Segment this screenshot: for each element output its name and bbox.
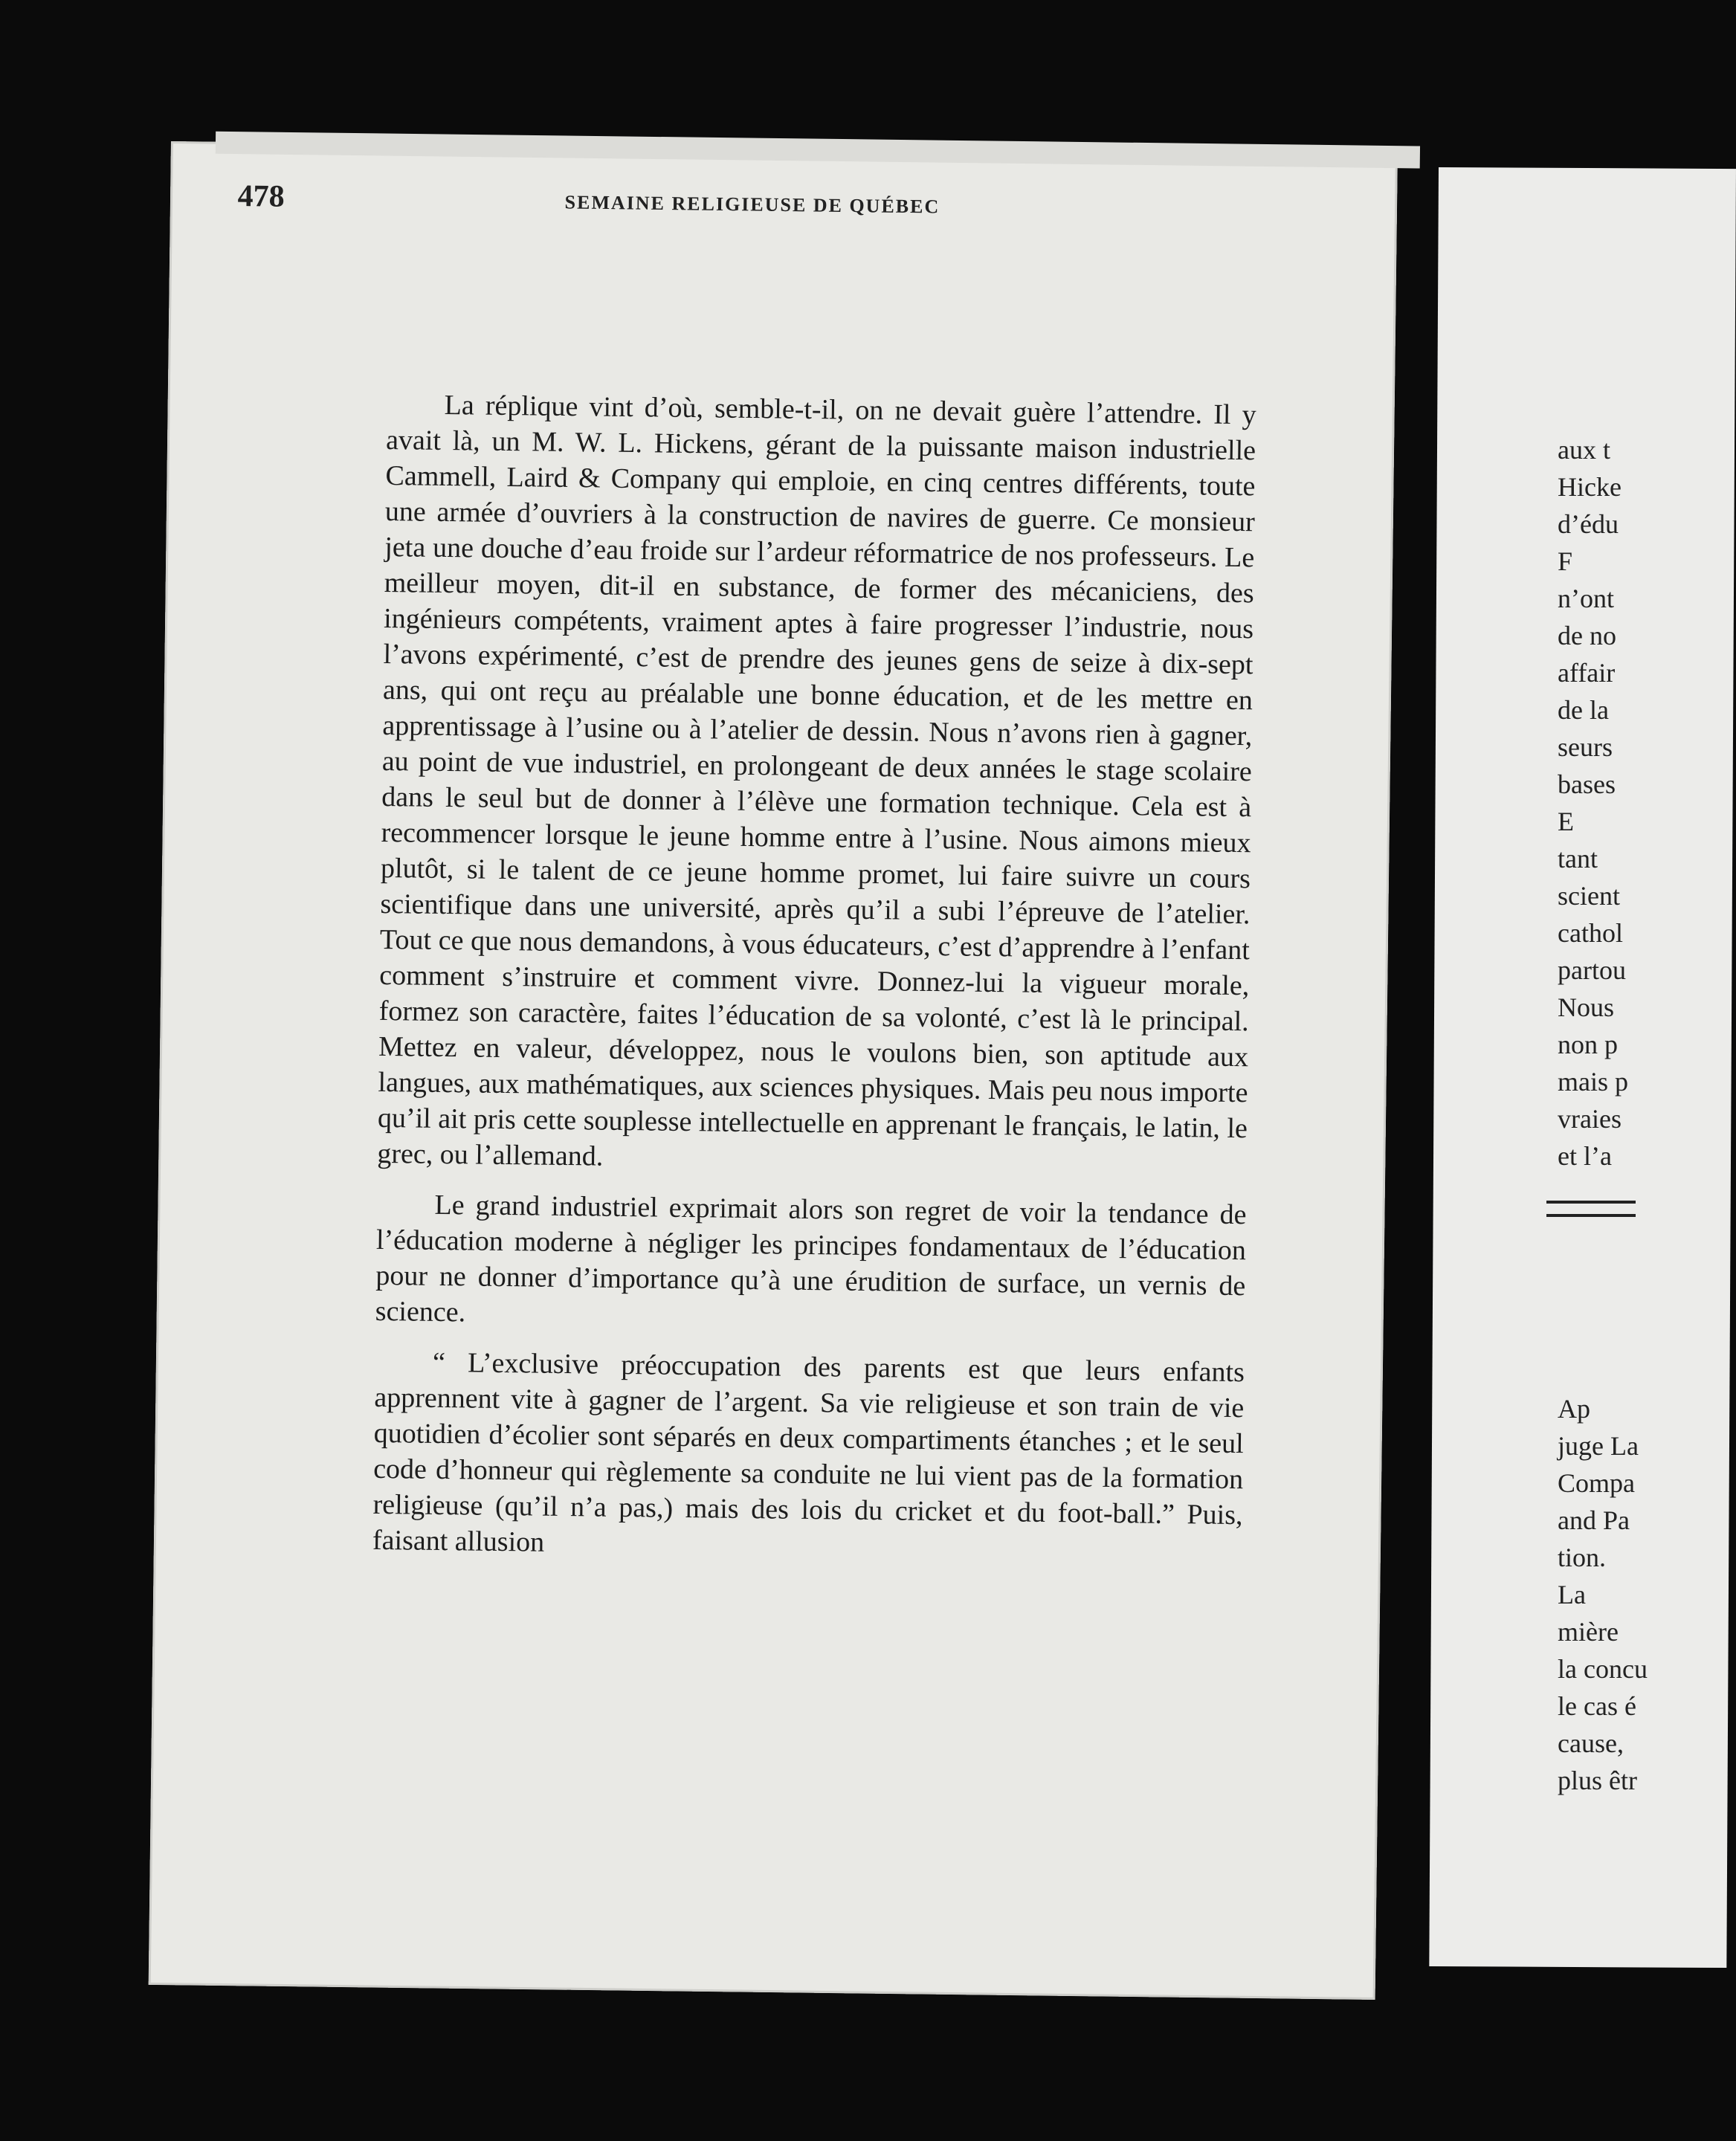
top-line: d’édu <box>1558 509 1619 539</box>
bottom-line: mière <box>1558 1617 1619 1647</box>
paragraph-3: “ L’exclusive préoccupation des parents est que leurs enfants apprennent vite à gagner de l’argent. Sa vie religieuse et son train de vie quotidien d’écolier sont séparés en deux compartiments étanches ; et le seul code d’honneur qui règlemente sa conduite ne lui vient pas de la formation religieuse (qu’il n’a pas,) mais des lois du cricket et du foot-ball.” Puis, faisant allusion <box>372 1346 1245 1558</box>
right-page-text <box>1558 431 1647 1799</box>
bottom-line: plus êtr <box>1558 1766 1637 1795</box>
bottom-line: la concu <box>1558 1654 1648 1684</box>
top-line: et l’a <box>1558 1141 1612 1171</box>
top-line: de no <box>1558 621 1616 650</box>
page-number: 478 <box>237 178 285 214</box>
bottom-line: La <box>1558 1580 1586 1609</box>
paragraph-2: Le grand industriel exprimait alors son regret de voir la tendance de l’éducation moderne à négliger les principes fondamentaux de l’éducation pour ne donner d’importance qu’à une érudition de surface, un vernis de science. <box>375 1189 1247 1328</box>
bottom-line: le cas é <box>1558 1691 1636 1721</box>
right-page-block-top <box>1558 431 1647 1175</box>
top-line: tant <box>1558 844 1598 873</box>
top-line: affair <box>1558 658 1616 688</box>
running-head: SEMAINE RELIGIEUSE DE QUÉBEC <box>564 191 940 218</box>
right-page-block-bottom <box>1558 1390 1647 1799</box>
body-text <box>372 387 1256 1583</box>
top-line: mais p <box>1558 1067 1628 1097</box>
top-line: seurs <box>1558 732 1613 762</box>
page-edge <box>216 132 1420 169</box>
top-line: vraies <box>1558 1104 1622 1134</box>
top-line: de la <box>1558 695 1609 725</box>
bottom-line: and Pa <box>1558 1505 1630 1535</box>
bottom-line: Ap <box>1558 1394 1590 1424</box>
top-line: aux t <box>1558 435 1610 465</box>
top-line: E <box>1558 807 1574 836</box>
top-line: Nous <box>1558 992 1615 1022</box>
top-line: bases <box>1558 769 1616 799</box>
top-line: partou <box>1558 955 1626 985</box>
bottom-line: juge La <box>1558 1431 1639 1461</box>
bottom-line: cause, <box>1558 1728 1624 1758</box>
top-line: F <box>1558 546 1573 576</box>
top-line: Hicke <box>1558 472 1622 502</box>
top-line: scient <box>1558 881 1620 911</box>
top-line: cathol <box>1558 918 1623 948</box>
bottom-line: tion. <box>1558 1543 1607 1572</box>
top-line: n’ont <box>1558 584 1614 613</box>
top-line: non p <box>1558 1030 1618 1059</box>
bottom-line: Compa <box>1558 1468 1635 1498</box>
paragraph-1: La réplique vint d’où, semble-t-il, on ne devait guère l’attendre. Il y avait là, un M. W. L. Hickens, gérant de la puissante maison industrielle Cammell, Laird & Company qui emploie, en cinq centres différents, toute une armée d’ouvriers à la construction de navires de guerre. Ce monsieur jeta une douche d’eau froide sur l’ardeur réformatrice de nos professeurs. Le meilleur moyen, dit-il en substance, de former des mécaniciens, des ingénieurs compétents, vraiment aptes à faire progresser l’industrie, nous l’avons expérimenté, c’est de prendre des jeunes gens de seize à dix-sept ans, qui ont reçu au préalable une bonne éducation, et de les mettre en apprentissage à l’usine ou à l’atelier de dessin. Nous n’avons rien à gagner, au point de vue industriel, en prolongeant de deux années le stage scolaire dans le seul but de donner à l’élève une formation technique. Cela est à recommencer lorsque le jeune homme entre à l’usine. Nous aimons mieux plutôt, si le talent de ce jeune homme promet, lui faire suivre un cours scientifique dans une université, après qu’il a subi l’épreuve de l’atelier. Tout ce que nous demandons, à vous éducateurs, c’est d’apprendre à l’enfant comment s’instruire et comment vivre. Donnez-lui la vigueur morale, formez son caractère, faites l’éducation de sa volonté, c’est là le principal. Mettez en valeur, développez, nous le voulons bien, son aptitude aux langues, aux mathématiques, aux sciences physiques. Mais peu nous importe qu’il ait pris cette souplesse intellectuelle en apprenant le français, le latin, le grec, ou l’allemand. <box>377 389 1256 1172</box>
double-rule <box>1546 1201 1636 1217</box>
